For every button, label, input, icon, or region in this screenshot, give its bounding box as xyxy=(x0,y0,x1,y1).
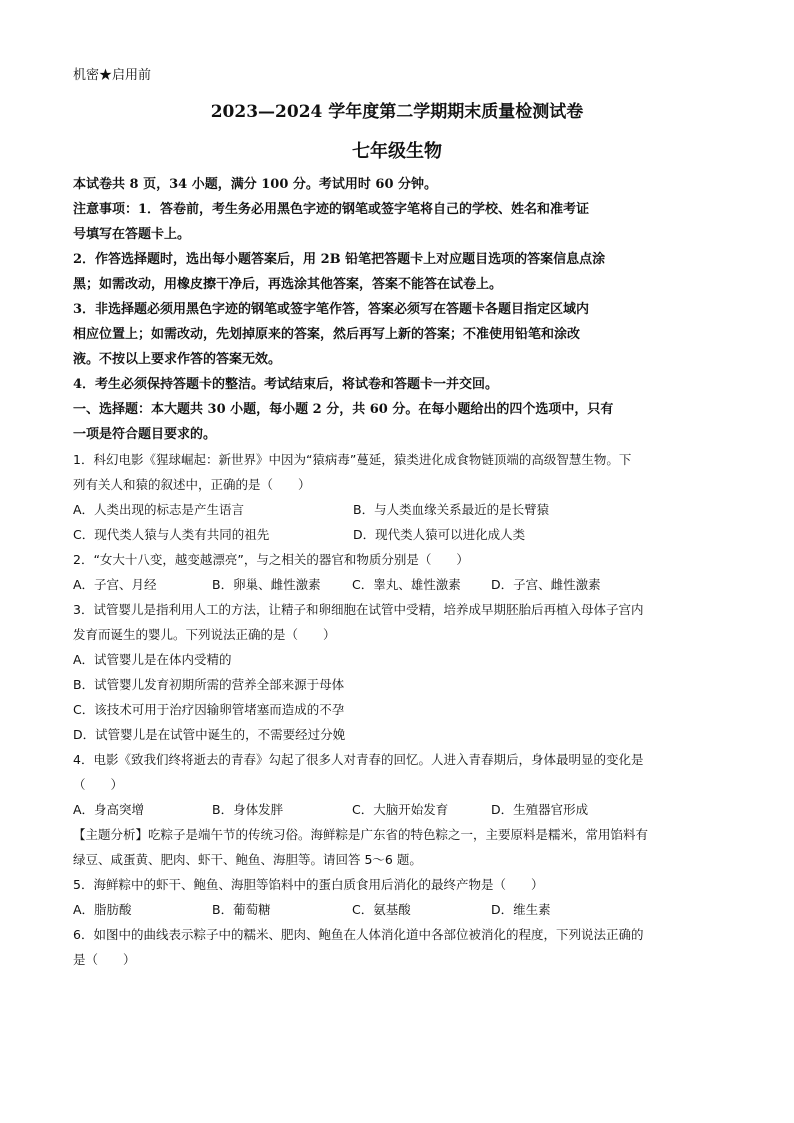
topic-line: 绿豆、咸蛋黄、肥肉、虾干、鲍鱼、海胆等。请回答 5～6 题。 xyxy=(73,852,422,867)
question-stem: 4．电影《致我们终将逝去的青春》勾起了很多人对青春的回忆。人进入青春期后，身体最明显的变化是 xyxy=(73,752,644,767)
option-c: C．该技术可用于治疗因输卵管堵塞而造成的不孕 xyxy=(73,702,345,717)
option-b: B．身体发胖 xyxy=(212,802,284,817)
option-d: D．现代类人猿可以进化成人类 xyxy=(353,527,526,542)
instruction-line: 号填写在答题卡上。 xyxy=(73,227,191,242)
option-c: C．现代类人猿与人类有共同的祖先 xyxy=(73,527,270,542)
option-d: D．试管婴儿是在试管中诞生的，不需要经过分娩 xyxy=(73,727,346,742)
option-a: A．试管婴儿是在体内受精的 xyxy=(73,652,232,667)
instruction-line: 注意事项：1．答卷前，考生务必用黑色字迹的钢笔或签字笔将自己的学校、姓名和准考证 xyxy=(73,202,590,217)
option-d: D．子宫、雌性激素 xyxy=(491,577,601,592)
option-c: C．大脑开始发育 xyxy=(352,802,449,817)
option-d: D．生殖器官形成 xyxy=(491,802,589,817)
option-b: B．试管婴儿发育初期所需的营养全部来源于母体 xyxy=(73,677,345,692)
topic-line: 【主题分析】吃粽子是端午节的传统习俗。海鲜粽是广东省的特色粽之一，主要原料是糯米，常用馅料有 xyxy=(73,827,649,842)
options-row xyxy=(73,522,721,547)
option-c: C．睾丸、雄性激素 xyxy=(352,577,461,592)
question-stem: 发育而诞生的婴儿。下列说法正确的是（ ） xyxy=(73,627,336,642)
option-d: D．维生素 xyxy=(491,902,551,917)
option-a: A．身高突增 xyxy=(73,802,145,817)
option-a: A．子宫、月经 xyxy=(73,577,157,592)
question-1 xyxy=(73,447,721,547)
question-2 xyxy=(73,547,721,597)
instruction-line: 4．考生必须保持答题卡的整洁。考试结束后，将试卷和答题卡一并交回。 xyxy=(73,377,499,392)
instruction-line: 本试卷共 8 页，34 小题，满分 100 分。考试用时 60 分钟。 xyxy=(73,177,438,192)
section-heading xyxy=(73,397,721,447)
question-stem: 6．如图中的曲线表示粽子中的糯米、肥肉、鲍鱼在人体消化道中各部位被消化的程度，下列说法正确的 xyxy=(73,927,644,942)
exam-content xyxy=(73,172,721,972)
options-row xyxy=(73,572,721,597)
options-row xyxy=(73,897,721,922)
question-3 xyxy=(73,597,721,747)
question-stem: （ ） xyxy=(73,777,124,792)
question-4 xyxy=(73,747,721,822)
exam-title: 2023—2024 学年度第二学期期末质量检测试卷 xyxy=(210,102,584,122)
question-stem: 1．科幻电影《猩球崛起：新世界》中因为“猿病毒”蔓延，猿类进化成食物链顶端的高级智慧生物。下 xyxy=(73,452,632,467)
topic-analysis xyxy=(73,822,721,872)
options-row xyxy=(73,497,721,522)
question-5 xyxy=(73,872,721,922)
option-b: B．与人类血缘关系最近的是长臂猿 xyxy=(353,502,550,517)
instruction-line: 相应位置上；如需改动，先划掉原来的答案，然后再写上新的答案；不准使用铅笔和涂改 xyxy=(73,327,581,342)
exam-subtitle: 七年级生物 xyxy=(352,141,442,162)
question-6 xyxy=(73,922,721,972)
instruction-line: 黑；如需改动，用橡皮擦干净后，再选涂其他答案，答案不能答在试卷上。 xyxy=(73,277,503,292)
question-stem: 5．海鲜粽中的虾干、鲍鱼、海胆等馅料中的蛋白质食用后消化的最终产物是（ ） xyxy=(73,877,544,892)
instructions xyxy=(73,172,721,397)
instruction-line: 2．作答选择题时，选出每小题答案后，用 2B 铅笔把答题卡上对应题目选项的答案信息点涂 xyxy=(73,252,606,267)
option-a: A．人类出现的标志是产生语言 xyxy=(73,502,245,517)
instruction-line: 液。不按以上要求作答的答案无效。 xyxy=(73,352,282,367)
question-stem: 是（ ） xyxy=(73,952,136,967)
instruction-line: 3．非选择题必须用黑色字迹的钢笔或签字笔作答，答案必须写在答题卡各题目指定区域内 xyxy=(73,302,590,317)
option-c: C．氨基酸 xyxy=(352,902,411,917)
option-a: A．脂肪酸 xyxy=(73,902,132,917)
question-stem: 列有关人和猿的叙述中，正确的是（ ） xyxy=(73,477,311,492)
question-stem: 3．试管婴儿是指利用人工的方法，让精子和卵细胞在试管中受精，培养成早期胚胎后再植入母体子宫内 xyxy=(73,602,644,617)
option-b: B．葡萄糖 xyxy=(212,902,271,917)
question-stem: 2．“女大十八变，越变越漂亮”，与之相关的器官和物质分别是（ ） xyxy=(73,552,469,567)
section-heading-line: 一项是符合题目要求的。 xyxy=(73,427,217,442)
option-b: B．卵巢、雌性激素 xyxy=(212,577,321,592)
options-row xyxy=(73,797,721,822)
section-heading-line: 一、选择题：本大题共 30 小题，每小题 2 分，共 60 分。在每小题给出的四个选项中，只有 xyxy=(73,402,614,417)
confidential-label: 机密★启用前 xyxy=(73,68,152,83)
